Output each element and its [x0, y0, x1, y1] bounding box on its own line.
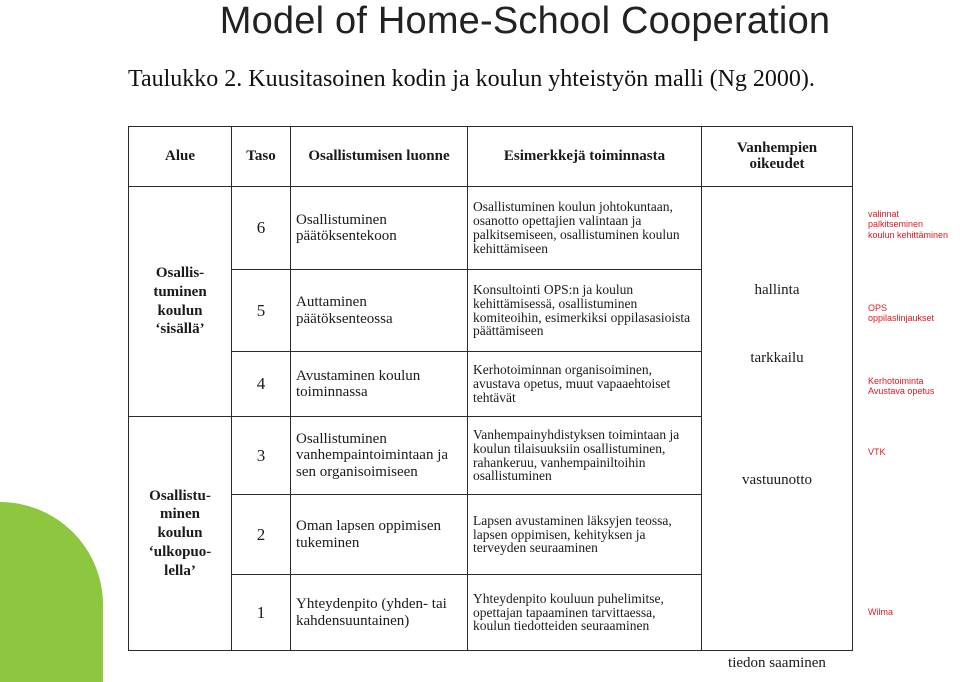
- right-tiedon-saaminen: tiedon saaminen: [728, 655, 826, 671]
- area-outside-school: [129, 417, 232, 651]
- activity-examples: Kerhotoiminnan organisoiminen, avustava opetus, muut vapaaehtoiset tehtävät: [468, 352, 702, 417]
- participation-nature: Osallistuminen päätöksentekoon: [291, 187, 468, 270]
- activity-examples: Lapsen avustaminen läksyjen teossa, lapsen oppimisen, kehityksen ja terveyden seuraaminen: [468, 495, 702, 575]
- annotation-note: [868, 303, 934, 324]
- note-line: Wilma: [868, 607, 893, 617]
- activity-examples: Konsultointi OPS:n ja koulun kehittämisessä, osallistuminen komiteoihin, esimerkiksi oppilasasioista päättämiseen: [468, 270, 702, 352]
- annotation-note: [868, 607, 893, 617]
- annotation-note: [868, 209, 948, 240]
- level-number: 1: [232, 575, 291, 651]
- area-line: koulun: [157, 302, 203, 319]
- activity-examples: Osallistuminen koulun johtokuntaan, osanotto opettajien valintaan ja palkitsemiseen, osallistuminen koulun kehittämiseen: [468, 187, 702, 270]
- note-line: palkitseminen: [868, 219, 924, 230]
- note-line: VTK: [868, 447, 886, 457]
- area-line: lella’: [164, 562, 196, 579]
- participation-nature: Osallistuminen vanhempaintoimintaan ja sen organisoimiseen: [291, 417, 468, 495]
- header-alue: Alue: [129, 127, 232, 187]
- note-line: koulun kehittäminen: [868, 229, 949, 240]
- table-caption: Taulukko 2. Kuusitasoinen kodin ja koulun yhteistyön malli (Ng 2000).: [128, 66, 815, 92]
- note-line: OPS: [868, 303, 888, 313]
- note-line: Kerhotoiminta: [868, 376, 924, 386]
- slide-title: Model of Home-School Cooperation: [219, 0, 831, 42]
- note-line: oppilaslinjaukset: [868, 313, 935, 324]
- header-esimerkit: Esimerkkejä toiminnasta: [468, 127, 702, 187]
- area-line: ‘sisällä’: [155, 321, 205, 338]
- area-line: Osallis-: [155, 265, 205, 281]
- area-inside-school: [129, 187, 232, 417]
- header-luonne: Osallistumisen luonne: [291, 127, 468, 187]
- right-vastuunotto: vastuunotto: [742, 472, 812, 488]
- level-number: 6: [232, 187, 291, 270]
- cooperation-model-table: [128, 126, 853, 671]
- activity-examples: Vanhempainyhdistyksen toimintaan ja koulun tilaisuuksiin osallistuminen, rahankeruu, vanhempainiltoihin osallistuminen: [468, 417, 702, 495]
- right-tarkkailu: tarkkailu: [750, 350, 804, 366]
- note-line: valinnat: [868, 209, 900, 219]
- level-number: 5: [232, 270, 291, 352]
- participation-nature: Auttaminen päätöksenteossa: [291, 270, 468, 352]
- header-oikeudet-line1: Vanhempien: [736, 139, 818, 156]
- level-number: 4: [232, 352, 291, 417]
- note-line: Avustava opetus: [868, 386, 935, 397]
- participation-nature: Avustaminen koulun toiminnassa: [291, 352, 468, 417]
- annotation-note: [868, 447, 886, 457]
- area-line: Osallistu-: [149, 487, 211, 504]
- header-oikeudet: [702, 127, 853, 187]
- area-line: koulun: [157, 525, 203, 542]
- annotation-note: [868, 376, 934, 397]
- participation-nature: Yhteydenpito (yhden- tai kahdensuuntainen): [291, 575, 468, 651]
- table-row: [129, 187, 853, 270]
- right-hallinta: hallinta: [754, 282, 800, 298]
- area-line: minen: [159, 506, 200, 523]
- level-number: 2: [232, 495, 291, 575]
- header-taso: Taso: [232, 127, 291, 187]
- area-line: ‘ulkopuo-: [148, 543, 212, 560]
- participation-nature: Oman lapsen oppimisen tukeminen: [291, 495, 468, 575]
- parent-rights-cell: [702, 187, 853, 671]
- area-line: tuminen: [153, 283, 207, 300]
- level-number: 3: [232, 417, 291, 495]
- header-oikeudet-line2: oikeudet: [749, 155, 805, 172]
- table-header-row: [129, 127, 853, 187]
- decorative-green-shape: [0, 502, 103, 682]
- activity-examples: Yhteydenpito kouluun puhelimitse, opettajan tapaaminen tarvittaessa, koulun tiedotteiden seuraaminen: [468, 575, 702, 651]
